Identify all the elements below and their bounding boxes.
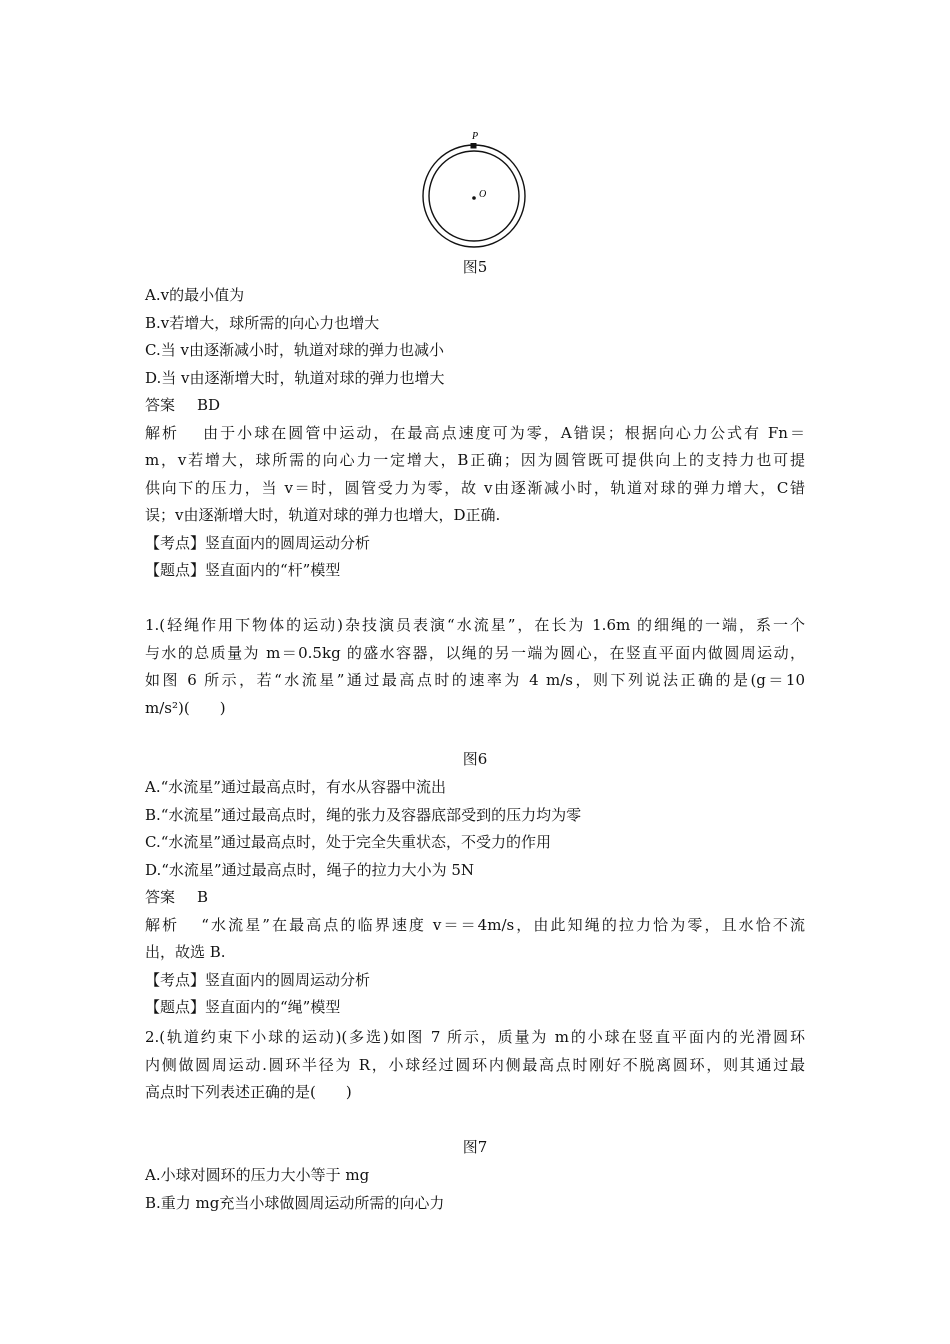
q2-stem-line-1: 2.(轨道约束下小球的运动)(多选)如图 7 所示，质量为 m的小球在竖直平面内的光滑圆环 (145, 1028, 805, 1046)
q1-answer-label: 答案 (145, 888, 176, 906)
q1-tidian-tag: 【题点】竖直面内的“绳”模型 (145, 998, 341, 1016)
analysis-label: 解析 (145, 423, 180, 442)
figure-6-caption: 图6 (462, 750, 488, 768)
tidian-tag: 【题点】竖直面内的“杆”模型 (145, 561, 341, 579)
q1-option-a: A.“水流星”通过最高点时，有水从容器中流出 (145, 778, 446, 796)
q1-analysis-line-2: 出，故选 B. (145, 943, 226, 961)
analysis-line-3: 供向下的压力，当 v＝时，圆管受力为零，故 v由逐渐减小时，轨道对球的弹力增大，C错 (145, 478, 805, 497)
q2-stem-line-2: 内侧做圆周运动.圆环半径为 R，小球经过圆环内侧最高点时刚好不脱离圆环，则其通过最 (145, 1055, 805, 1074)
q1-answer-line (145, 884, 805, 912)
q1-option-d: D.“水流星”通过最高点时，绳子的拉力大小为 5N (145, 860, 475, 879)
answer-line (145, 392, 805, 420)
inner-circle (429, 151, 519, 241)
question-2-body (145, 1162, 805, 1217)
question-1-body (145, 774, 805, 1022)
analysis-line-2: m，v若增大，球所需的向心力一定增大，B正确；因为圆管既可提供向上的支持力也可提 (145, 451, 805, 469)
q1-option-b: B.“水流星”通过最高点时，绳的张力及容器底部受到的压力均为零 (145, 805, 582, 824)
option-d: D.当 v由逐渐增大时，轨道对球的弹力也增大 (145, 368, 445, 387)
answer-value: BD (197, 396, 221, 414)
label-o: O (479, 189, 487, 200)
q1-stem-line-3: 如图 6 所示，若“水流星”通过最高点时的速率为 4 m/s，则下列说法正确的是(g＝10 (145, 671, 805, 689)
ball-p (471, 143, 477, 149)
prev-question-block (145, 282, 805, 585)
answer-label: 答案 (145, 396, 176, 414)
q1-analysis-text: “水流星”在最高点的临界速度 v＝＝4m/s，由此知绳的拉力恰为零，且水恰不流 (201, 915, 805, 934)
q1-stem-line-2: 与水的总质量为 m＝0.5kg 的盛水容器，以绳的另一端为圆心，在竖直平面内做圆周运动， (145, 643, 805, 662)
figure-5-caption: 图5 (462, 258, 488, 276)
question-1-stem (145, 612, 805, 722)
analysis-text: 由于小球在圆管中运动，在最高点速度可为零，A错误；根据向心力公式有 Fn＝ (201, 423, 805, 442)
option-b: B.v若增大，球所需的向心力也增大 (145, 313, 380, 332)
analysis-line-4: 误；v由逐渐增大时，轨道对球的弹力也增大，D正确. (145, 506, 501, 524)
analysis-line-1 (145, 420, 805, 448)
q2-option-b: B.重力 mg充当小球做圆周运动所需的向心力 (145, 1193, 445, 1212)
q1-stem-line-4: m/s²)( ) (145, 698, 226, 717)
figure-7-caption: 图7 (462, 1138, 488, 1156)
q2-option-a: A.小球对圆环的压力大小等于 mg (145, 1166, 370, 1184)
outer-circle (423, 145, 525, 247)
option-a: A.v的最小值为 (145, 286, 245, 304)
q1-option-c: C.“水流星”通过最高点时，处于完全失重状态，不受力的作用 (145, 833, 552, 851)
figure-5 (418, 126, 530, 250)
question-2-stem (145, 1024, 805, 1107)
q1-stem-line-1: 1.(轻绳作用下物体的运动)杂技演员表演“水流星”，在长为 1.6m 的细绳的一端，系一个 (145, 616, 805, 634)
option-c: C.当 v由逐渐减小时，轨道对球的弹力也减小 (145, 341, 444, 359)
circular-tube-diagram (418, 126, 530, 250)
q1-kaodian-tag: 【考点】竖直面内的圆周运动分析 (145, 970, 371, 989)
center-point-o (472, 196, 476, 200)
q1-analysis-line-1 (145, 912, 805, 940)
label-p: P (472, 131, 479, 142)
q2-stem-line-3: 高点时下列表述正确的是( ) (145, 1083, 352, 1101)
q1-answer-value: B (197, 888, 209, 906)
q1-analysis-label: 解析 (145, 915, 180, 934)
kaodian-tag: 【考点】竖直面内的圆周运动分析 (145, 533, 371, 552)
